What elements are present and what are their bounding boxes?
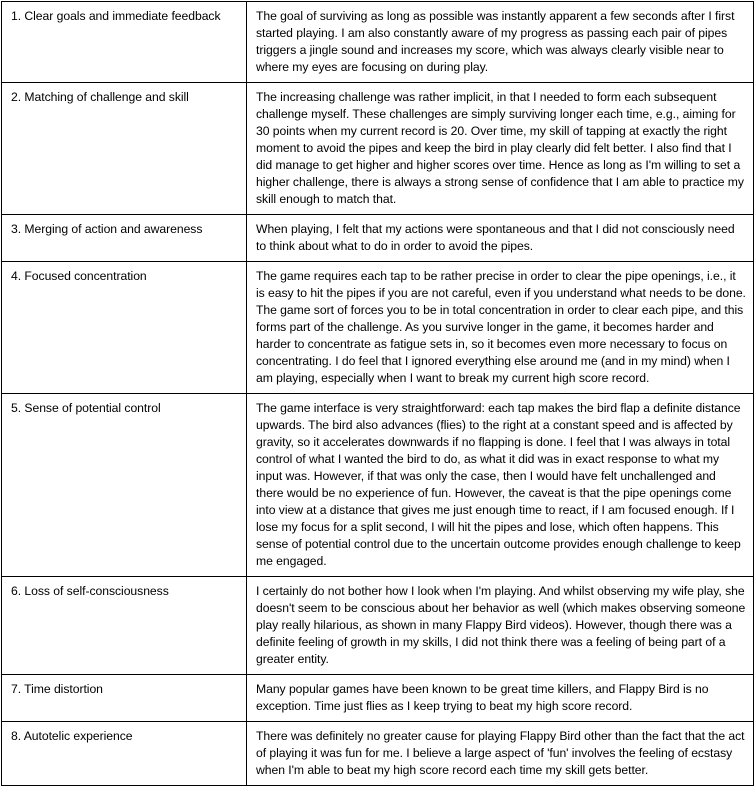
table-row (2, 394, 754, 577)
table-row (2, 262, 754, 394)
criterion-cell: 2. Matching of challenge and skill (2, 83, 247, 215)
description-cell: Many popular games have been known to be great time killers, and Flappy Bird is no exception. Time just flies as I keep trying to beat my high score record. (247, 675, 754, 722)
description-cell: I certainly do not bother how I look when I'm playing. And whilst observing my wife play, she doesn't seem to be conscious about her behavior as well (which makes observing someone play really hilarious, as shown in many Flappy Bird videos). However, though there was a definite feeling of growth in my skills, I did not think there was a feeling of being part of a greater entity. (247, 577, 754, 675)
table-row (2, 722, 754, 786)
criterion-cell: 5. Sense of potential control (2, 394, 247, 577)
description-cell: The goal of surviving as long as possible was instantly apparent a few seconds after I first started playing. I am also constantly aware of my progress as passing each pair of pipes triggers a jingle sound and increases my score, which was always clearly visible near to where my eyes are focusing on during play. (247, 2, 754, 83)
table-row (2, 2, 754, 83)
description-cell: The game requires each tap to be rather precise in order to clear the pipe openings, i.e., it is easy to hit the pipes if you are not careful, even if you understand what needs to be done. The game sort of forces you to be in total concentration in order to clear each pipe, and this forms part of the challenge. As you survive longer in the game, it becomes harder and harder to concentrate as fatigue sets in, so it becomes even more necessary to focus on concentrating. I do feel that I ignored everything else around me (and in my mind) when I am playing, especially when I want to break my current high score record. (247, 262, 754, 394)
criterion-cell: 4. Focused concentration (2, 262, 247, 394)
criterion-cell: 1. Clear goals and immediate feedback (2, 2, 247, 83)
table-row (2, 675, 754, 722)
table-row (2, 215, 754, 262)
criterion-cell: 3. Merging of action and awareness (2, 215, 247, 262)
criterion-cell: 7. Time distortion (2, 675, 247, 722)
criterion-cell: 8. Autotelic experience (2, 722, 247, 786)
description-cell: When playing, I felt that my actions were spontaneous and that I did not consciously need to think about what to do in order to avoid the pipes. (247, 215, 754, 262)
table-row (2, 577, 754, 675)
flow-criteria-table (1, 1, 754, 786)
table-row (2, 83, 754, 215)
description-cell: There was definitely no greater cause for playing Flappy Bird other than the fact that the act of playing it was fun for me. I believe a large aspect of 'fun' involves the feeling of ecstasy when I'm able to beat my high score record each time my skill gets better. (247, 722, 754, 786)
criterion-cell: 6. Loss of self-consciousness (2, 577, 247, 675)
description-cell: The increasing challenge was rather implicit, in that I needed to form each subsequent challenge myself. These challenges are simply surviving longer each time, e.g., aiming for 30 points when my current record is 20. Over time, my skill of tapping at exactly the right moment to avoid the pipes and keep the bird in play clearly did felt better. I also find that I did manage to get higher and higher scores over time. Hence as long as I'm willing to set a higher challenge, there is always a strong sense of confidence that I am able to practice my skill enough to match that. (247, 83, 754, 215)
description-cell: The game interface is very straightforward: each tap makes the bird flap a definite distance upwards. The bird also advances (flies) to the right at a constant speed and is affected by gravity, so it accelerates downwards if no flapping is done. I feel that I was always in total control of what I wanted the bird to do, as what it did was in exact response to what my input was. However, if that was only the case, then I would have felt unchallenged and there would be no experience of fun. However, the caveat is that the pipe openings come into view at a distance that gives me just enough time to react, if I am focused enough. If I lose my focus for a split second, I will hit the pipes and lose, which often happens. This sense of potential control due to the uncertain outcome provides enough challenge to keep me engaged. (247, 394, 754, 577)
